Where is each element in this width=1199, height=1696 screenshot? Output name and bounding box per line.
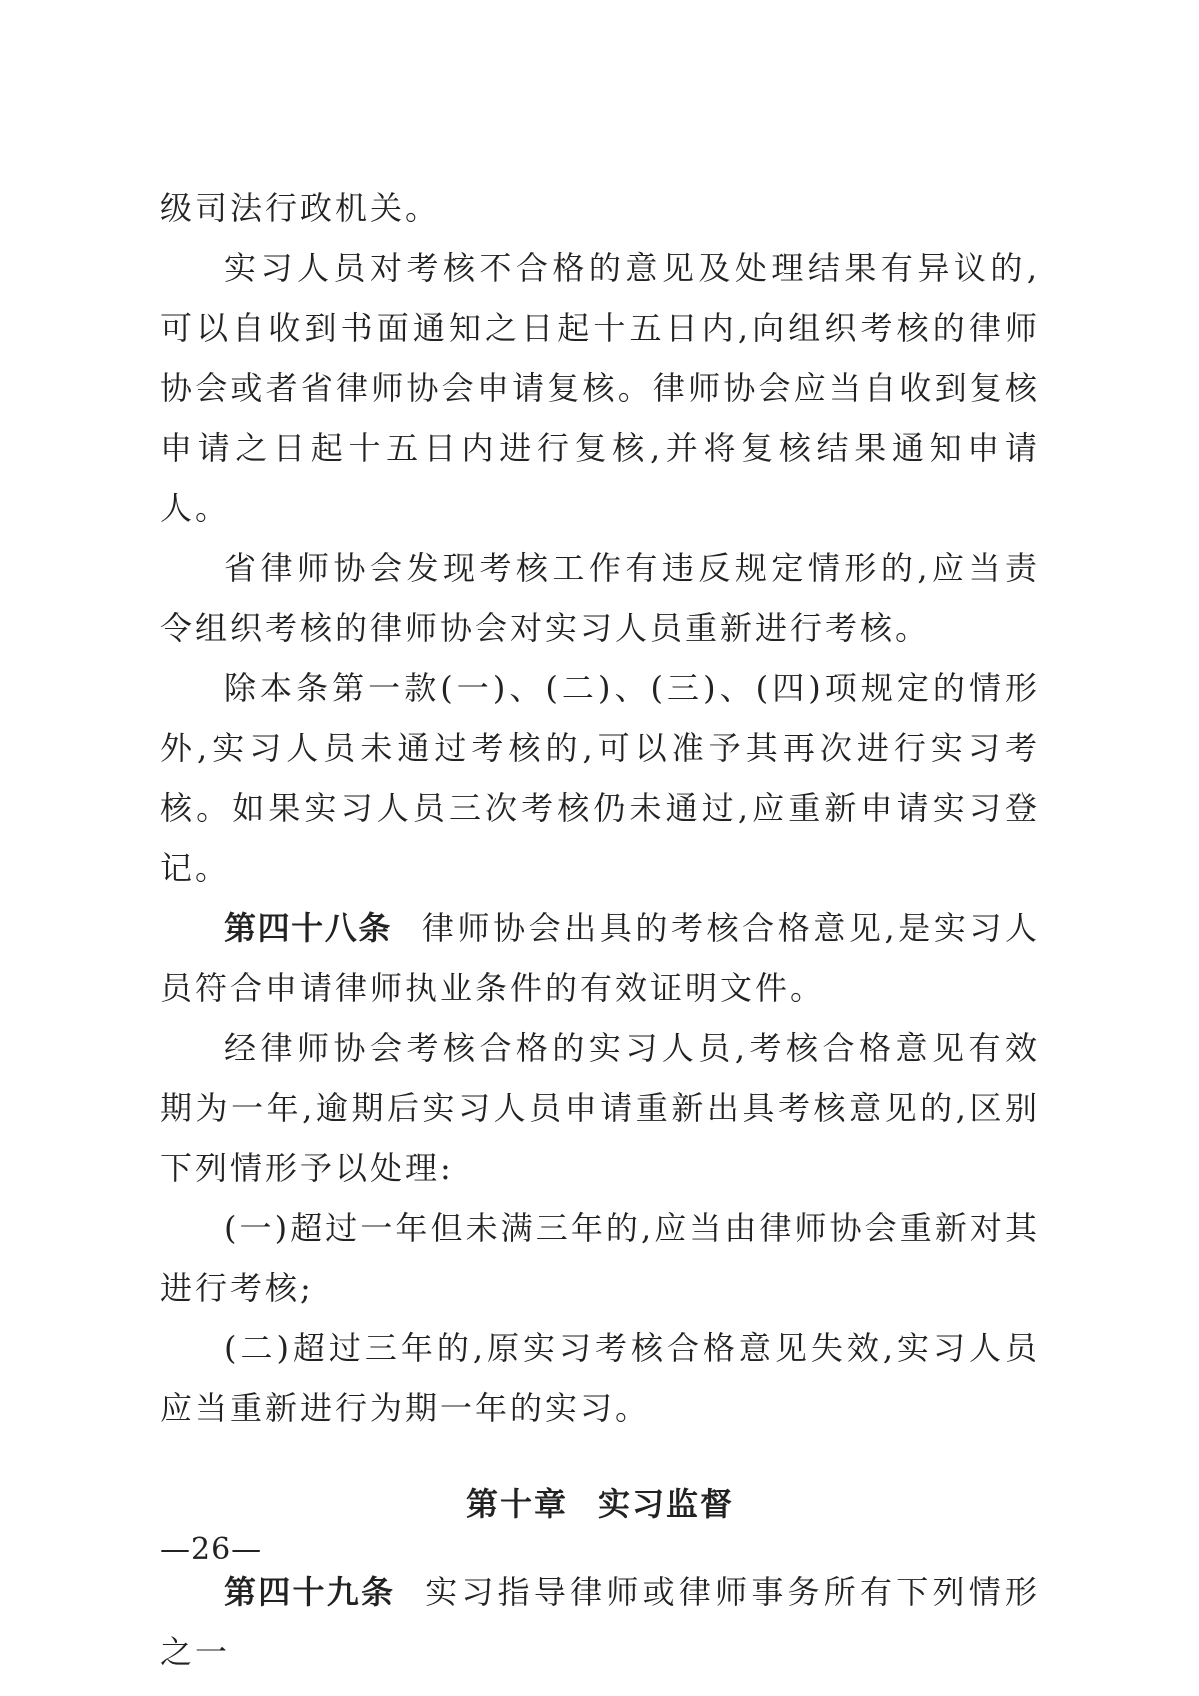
paragraph: 除本条第一款(一)、(二)、(三)、(四)项规定的情形外,实习人员未通过考核的,可以准予其再次进行实习考核。如果实习人员三次考核仍未通过,应重新申请实习登记。 xyxy=(160,669,1040,887)
body-text xyxy=(160,178,1040,1682)
article-text: 律师协会出具的考核合格意见,是实习人员符合申请律师执业条件的有效证明文件。 xyxy=(160,909,1040,1007)
chapter-title: 实习监督 xyxy=(598,1485,735,1523)
paragraph: 实习人员对考核不合格的意见及处理结果有异议的,可以自收到书面通知之日起十五日内,向组织考核的律师协会或者省律师协会申请复核。律师协会应当自收到复核申请之日起十五日内进行复核,并将复核结果通知申请人。 xyxy=(160,249,1040,527)
article-48 xyxy=(160,898,1040,1018)
paragraph: 级司法行政机关。 xyxy=(160,189,441,227)
paragraph: 省律师协会发现考核工作有违反规定情形的,应当责令组织考核的律师协会对实习人员重新进行考核。 xyxy=(160,549,1040,647)
paragraph: (二)超过三年的,原实习考核合格意见失效,实习人员应当重新进行为期一年的实习。 xyxy=(160,1329,1040,1427)
chapter-heading xyxy=(160,1474,1040,1534)
article-text: 实习指导律师或律师事务所有下列情形之一 xyxy=(160,1573,1040,1671)
paragraph: 经律师协会考核合格的实习人员,考核合格意见有效期为一年,逾期后实习人员申请重新出具考核意见的,区别下列情形予以处理: xyxy=(160,1029,1040,1187)
article-label: 第四十八条 xyxy=(224,909,392,947)
article-label: 第四十九条 xyxy=(224,1573,396,1611)
page-number: —26— xyxy=(160,1532,263,1567)
article-49 xyxy=(160,1562,1040,1682)
chapter-number: 第十章 xyxy=(465,1485,568,1523)
paragraph: (一)超过一年但未满三年的,应当由律师协会重新对其进行考核; xyxy=(160,1209,1040,1307)
